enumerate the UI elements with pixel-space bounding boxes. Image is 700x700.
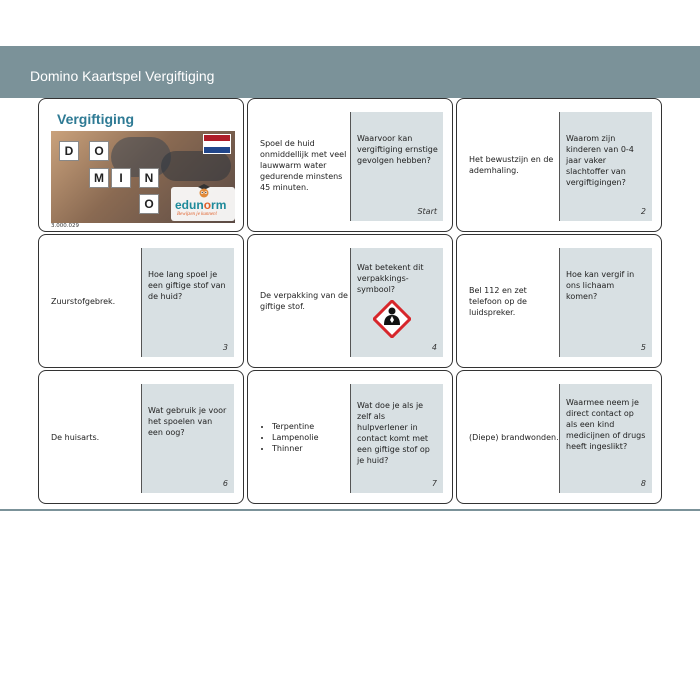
- card-question: Hoe lang spoel je een giftige stof van de huid?: [148, 270, 226, 301]
- card-question: Hoe kan vergif in ons lichaam komen?: [566, 270, 635, 301]
- card-answer: De huisarts.: [51, 432, 100, 442]
- card-answer: [260, 371, 350, 503]
- domino-card[interactable]: [38, 234, 244, 368]
- owl-icon: [197, 184, 211, 198]
- domino-letter-tile: M: [89, 168, 109, 188]
- card-question: Waarom zijn kinderen van 0-4 jaar vaker slachtoffer van vergiftigingen?: [566, 134, 634, 187]
- card-question-panel: [350, 248, 443, 357]
- card-answer: Spoel de huid onmiddellijk met veel lauwwarm water gedurende minstens 45 minuten.: [260, 138, 347, 192]
- domino-card[interactable]: [247, 98, 453, 232]
- logo-wordmark: edunorm: [175, 198, 227, 212]
- card-question-panel: [559, 248, 652, 357]
- edunorm-logo: [171, 187, 235, 221]
- card-number: 4: [431, 343, 437, 352]
- card-question: Wat betekent dit verpakkings-symbool?: [357, 263, 424, 294]
- card-number: Start: [417, 207, 437, 216]
- card-number: 6: [222, 479, 228, 488]
- domino-card[interactable]: [456, 370, 662, 504]
- card-number: 5: [640, 343, 646, 352]
- card-question-panel: [350, 112, 443, 221]
- netherlands-flag-icon: [203, 134, 231, 154]
- card-number: 3: [222, 343, 228, 352]
- domino-card[interactable]: [247, 234, 453, 368]
- domino-card[interactable]: [38, 370, 244, 504]
- domino-letter-tile: N: [139, 168, 159, 188]
- header-bar: [0, 46, 700, 98]
- card-number: 2: [640, 207, 646, 216]
- cover-title: Vergiftiging: [57, 111, 134, 127]
- card-answer: Zuurstofgebrek.: [51, 296, 116, 306]
- card-question-panel: [141, 248, 234, 357]
- list-item: • Thinner: [272, 443, 318, 454]
- card-number: 7: [431, 479, 437, 488]
- card-question-panel: [559, 384, 652, 493]
- card-question: Wat gebruik je voor het spoelen van een oog?: [148, 406, 227, 437]
- domino-letter-tile: O: [139, 194, 159, 214]
- card-question-panel: [350, 384, 443, 493]
- domino-card[interactable]: [247, 370, 453, 504]
- card-question-panel: [559, 112, 652, 221]
- logo-tagline: Bewijzen je kunnen!: [177, 212, 218, 217]
- card-number: 8: [640, 479, 646, 488]
- card-question: Waarmee neem je direct contact op als een kind medicijnen of drugs heeft ingeslikt?: [566, 398, 646, 451]
- domino-card[interactable]: [456, 234, 662, 368]
- card-answer: (Diepe) brandwonden.: [469, 432, 559, 442]
- cover-image: [51, 131, 235, 223]
- card-question: Waarvoor kan vergiftiging ernstige gevolgen hebben?: [357, 134, 438, 165]
- list-item: • Lampenolie: [272, 432, 318, 443]
- product-code: 3.000.029: [51, 223, 79, 229]
- flag-stripe-blue: [204, 147, 230, 153]
- list-item: • Terpentine: [272, 421, 318, 432]
- answer-list: [260, 421, 318, 454]
- card-question-panel: [141, 384, 234, 493]
- bottom-divider: [0, 509, 700, 511]
- domino-letter-tile: D: [59, 141, 79, 161]
- card-answer: Het bewustzijn en de ademhaling.: [469, 155, 554, 175]
- cover-card[interactable]: [38, 98, 244, 232]
- card-answer: Bel 112 en zet telefoon op de luidspreker.: [469, 285, 527, 317]
- domino-letter-tile: O: [89, 141, 109, 161]
- card-question: Wat doe je als je zelf als hulpverlener in contact komt met een giftige stof op je huid?: [357, 401, 430, 465]
- page-title: Domino Kaartspel Vergiftiging: [30, 68, 215, 84]
- domino-letter-tile: I: [111, 168, 131, 188]
- domino-card[interactable]: [456, 98, 662, 232]
- health-hazard-icon: [373, 300, 411, 338]
- card-answer: De verpakking van de giftige stof.: [260, 291, 348, 311]
